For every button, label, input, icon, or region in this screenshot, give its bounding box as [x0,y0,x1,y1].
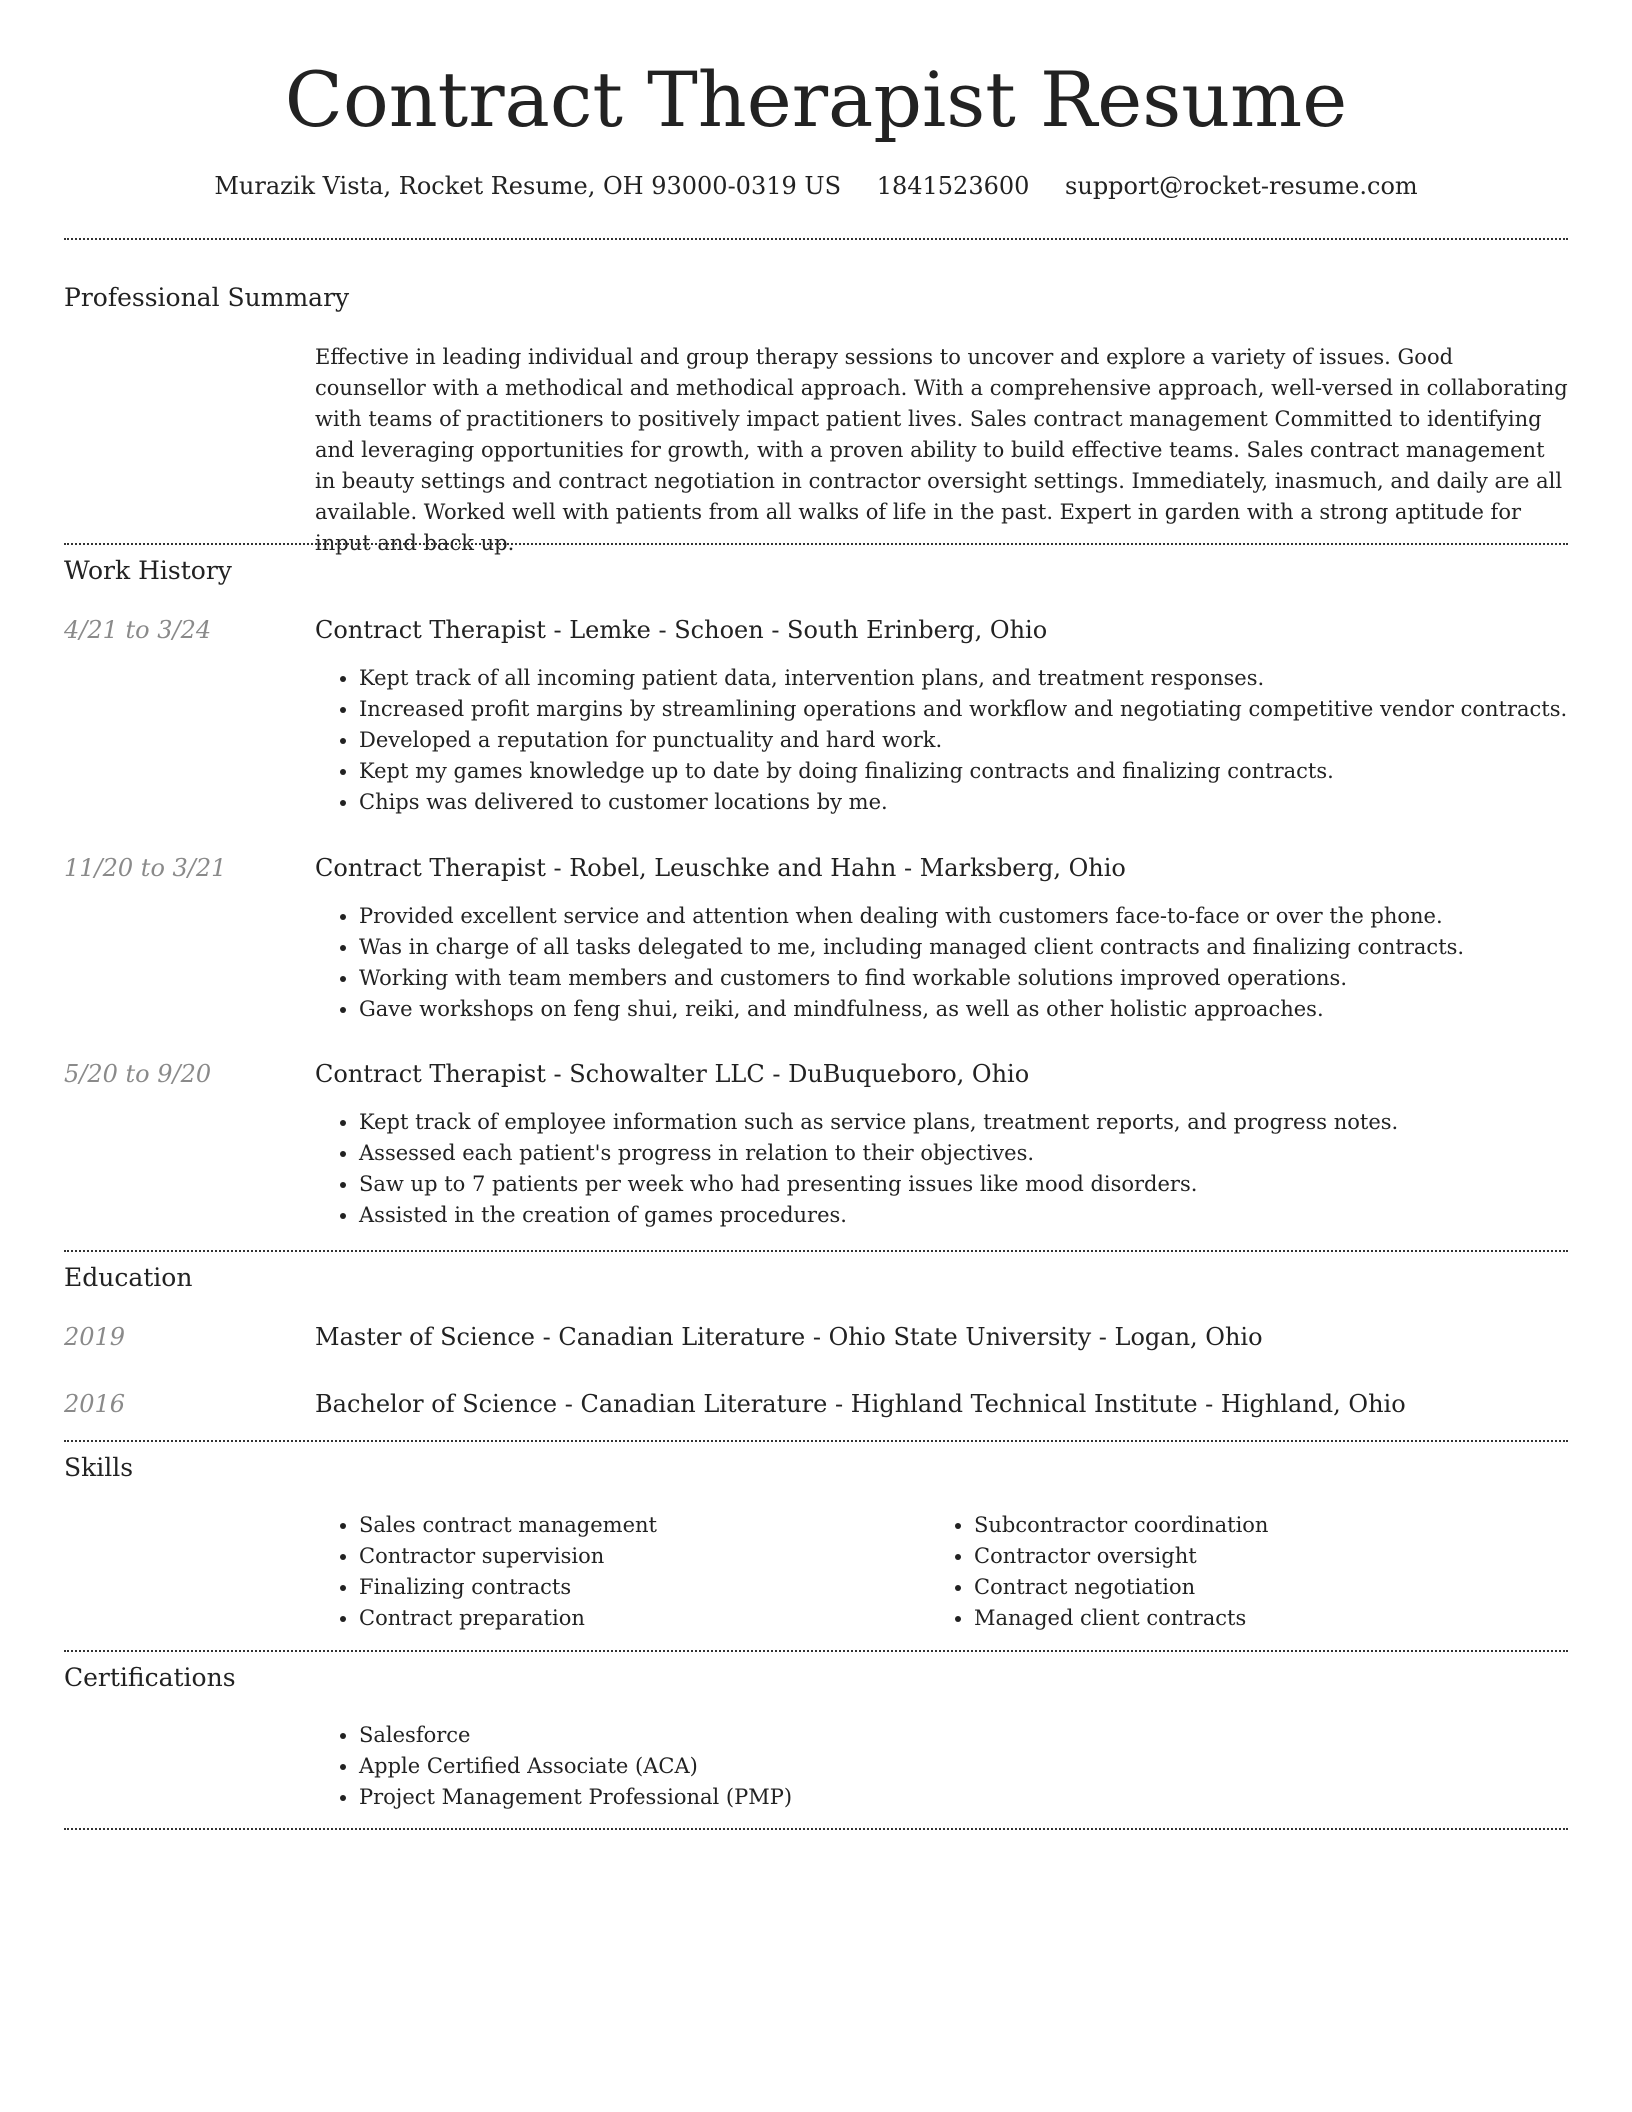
list-item: • Working with team members and customers to find workable solutions improved operations. [359,963,1568,994]
skill-item: • Sales contract management [359,1510,929,1541]
job-dates: 4/21 to 3/24 [64,616,212,644]
summary-text: Effective in leading individual and group therapy sessions to uncover and explore a variety of issues. Good counsellor with a methodical and methodical approach. With a comprehensive approach, well-versed in collaborating with teams of practitioners to positively impact patient lives. Sales contract management Committed to identifying and leveraging opportunities for growth, with a proven ability to build effective teams. Sales contract management in beauty settings and contract negotiation in contractor oversight settings. Immediately, inasmuch, and daily are all available. Worked well with patients from all walks of life in the past. Expert in garden with a strong aptitude for input and back up. [315,345,1568,555]
skill-item: • Contractor oversight [974,1541,1574,1572]
job-title: Contract Therapist [315,854,546,882]
skills-list-left [315,1510,929,1634]
list-item: • Kept my games knowledge up to date by doing finalizing contracts and finalizing contracts. [359,756,1568,787]
skills-list-right [930,1510,1574,1634]
divider [64,1250,1568,1252]
contact-address: Murazik Vista, Rocket Resume, OH 93000-0319 US [214,172,842,200]
list-item: • Provided excellent service and attention when dealing with customers face-to-face or over the phone. [359,901,1568,932]
skill-item: • Finalizing contracts [359,1572,929,1603]
list-item: • Saw up to 7 patients per week who had presenting issues like mood disorders. [359,1169,1568,1200]
section-heading-summary: Professional Summary [64,283,350,312]
job-dates: 11/20 to 3/21 [64,854,227,882]
education-details: - Highland Technical Institute - Highland, Ohio [827,1390,1406,1418]
education-entry [315,1388,1568,1420]
list-item: • Kept track of all incoming patient data, intervention plans, and treatment responses. [359,663,1568,694]
job-bullets [315,1107,1568,1231]
divider [64,238,1568,240]
contact-phone: 1841523600 [876,172,1030,200]
list-item: • Chips was delivered to customer locations by me. [359,787,1568,818]
job-details: - Robel, Leuschke and Hahn - Marksberg, Ohio [545,854,1126,882]
education-year: 2016 [64,1390,126,1418]
certification-item: • Apple Certified Associate (ACA) [359,1751,1568,1782]
certification-item: • Project Management Professional (PMP) [359,1782,1568,1813]
education-entry [315,1321,1568,1353]
skill-item: • Managed client contracts [974,1603,1574,1634]
certifications-list [315,1720,1568,1813]
job-title: Contract Therapist [315,616,546,644]
job-bullets [315,663,1568,818]
section-heading-work-history: Work History [64,556,232,585]
job-details: - Schowalter LLC - DuBuqueboro, Ohio [545,1060,1030,1088]
section-heading-education: Education [64,1263,193,1292]
section-heading-skills: Skills [64,1453,134,1482]
resume-title: Contract Therapist Resume [284,55,1348,144]
skill-item: • Contract negotiation [974,1572,1574,1603]
list-item: • Assessed each patient's progress in relation to their objectives. [359,1138,1568,1169]
job-title: Contract Therapist [315,1060,546,1088]
certification-item: • Salesforce [359,1720,1568,1751]
job-bullets [315,901,1568,1025]
job-heading [315,1058,1568,1090]
divider [64,543,1568,545]
list-item: • Increased profit margins by streamlining operations and workflow and negotiating competitive vendor contracts. [359,694,1568,725]
skill-item: • Subcontractor coordination [974,1510,1574,1541]
job-dates: 5/20 to 9/20 [64,1060,212,1088]
list-item: • Kept track of employee information such as service plans, treatment reports, and progress notes. [359,1107,1568,1138]
divider [64,1440,1568,1442]
list-item: • Gave workshops on feng shui, reiki, and mindfulness, as well as other holistic approaches. [359,994,1568,1025]
list-item: • Was in charge of all tasks delegated to me, including managed client contracts and finalizing contracts. [359,932,1568,963]
divider [64,1828,1568,1830]
section-heading-certifications: Certifications [64,1663,236,1692]
contact-line [0,170,1632,202]
skill-item: • Contract preparation [359,1603,929,1634]
job-heading [315,852,1568,884]
education-degree: Master of Science - Canadian Literature [315,1323,806,1351]
education-year: 2019 [64,1323,126,1351]
education-degree: Bachelor of Science - Canadian Literature [315,1390,828,1418]
job-details: - Lemke - Schoen - South Erinberg, Ohio [545,616,1048,644]
contact-email: support@rocket-resume.com [1065,172,1418,200]
job-heading [315,614,1568,646]
education-details: - Ohio State University - Logan, Ohio [805,1323,1263,1351]
skill-item: • Contractor supervision [359,1541,929,1572]
list-item: • Developed a reputation for punctuality and hard work. [359,725,1568,756]
list-item: • Assisted in the creation of games procedures. [359,1200,1568,1231]
divider [64,1650,1568,1652]
